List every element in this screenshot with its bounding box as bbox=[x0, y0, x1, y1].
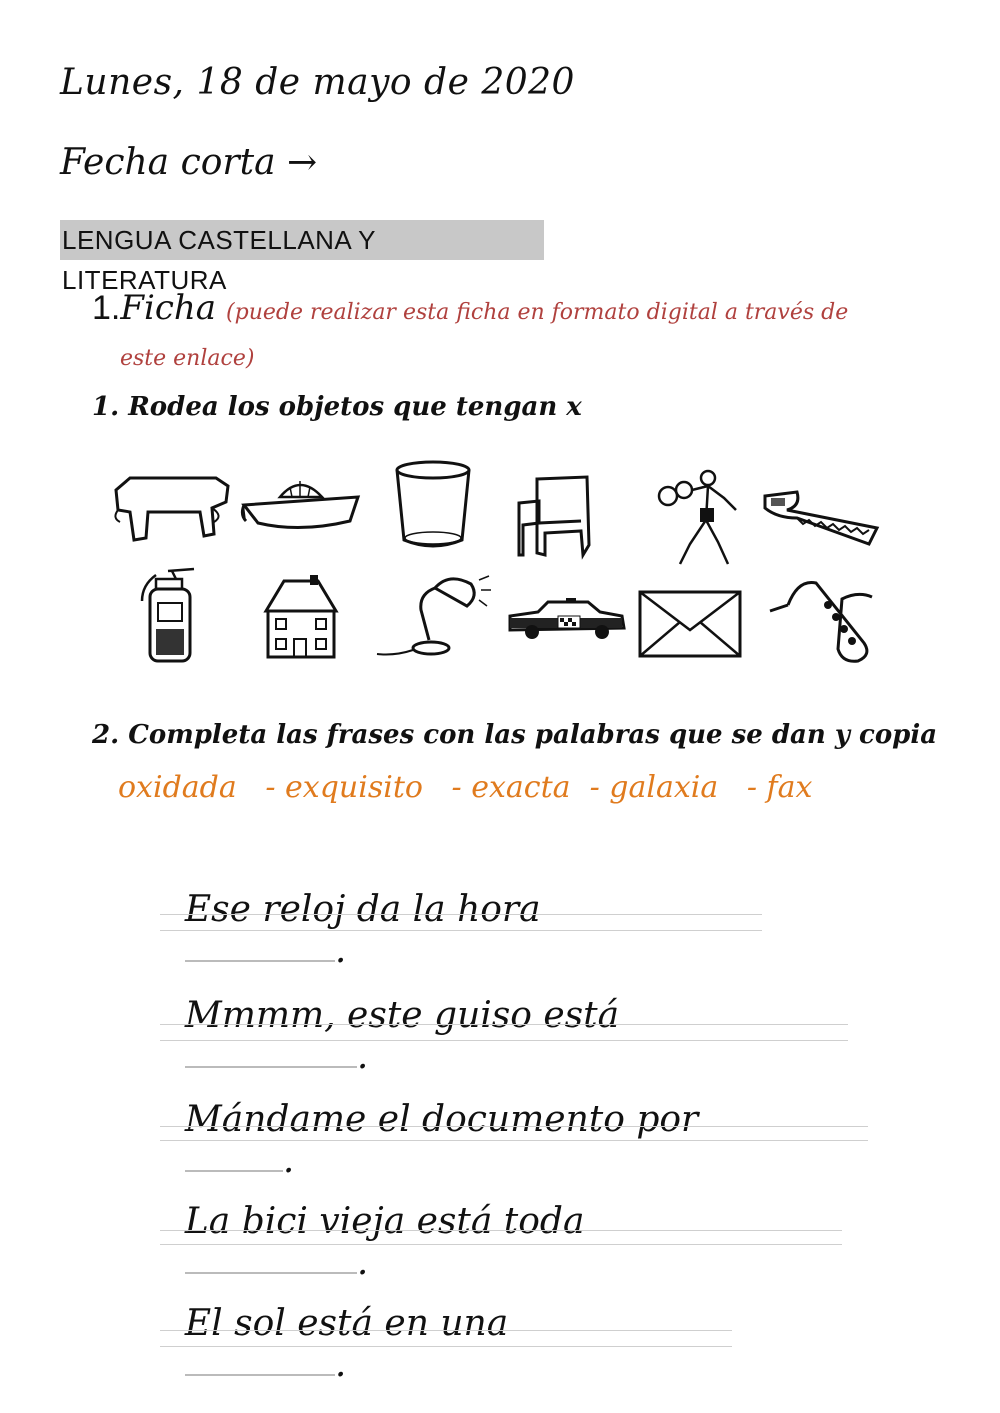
sentence-5-end: . bbox=[334, 1344, 347, 1385]
writing-line[interactable] bbox=[160, 1330, 732, 1331]
writing-line[interactable] bbox=[160, 1024, 848, 1025]
juicer-image[interactable] bbox=[240, 475, 362, 535]
writing-line[interactable] bbox=[160, 1040, 848, 1041]
sentence-2-text: Mmmm, este guiso está bbox=[184, 995, 620, 1036]
writing-line[interactable] bbox=[160, 930, 762, 931]
sentence-1 bbox=[162, 848, 541, 971]
writing-line[interactable] bbox=[160, 1230, 842, 1231]
envelope-image[interactable] bbox=[638, 590, 742, 658]
sentence-4-text: La bici vieja está toda bbox=[184, 1201, 585, 1242]
subject-banner: LENGUA CASTELLANA Y LITERATURA bbox=[60, 220, 544, 260]
writing-line[interactable] bbox=[160, 914, 762, 915]
sentence-5 bbox=[162, 1262, 508, 1385]
boxer-image[interactable] bbox=[650, 468, 745, 568]
sentence-3-text: Mándame el documento por bbox=[184, 1099, 699, 1140]
writing-line[interactable] bbox=[160, 1126, 868, 1127]
sentence-5-text: El sol está en una bbox=[184, 1303, 509, 1344]
exercise2-instruction: 2. Completa las frases con las palabras que se dan y copia bbox=[92, 720, 938, 750]
sentence-3-end: . bbox=[282, 1140, 295, 1181]
writing-line[interactable] bbox=[160, 1244, 842, 1245]
word-bank: oxidada - exquisito - exacta - galaxia - fax bbox=[118, 770, 813, 805]
table-image[interactable] bbox=[108, 472, 233, 547]
fire-extinguisher-image[interactable] bbox=[132, 565, 204, 665]
ficha-link-note-continued[interactable]: este enlace) bbox=[120, 346, 255, 371]
saw-image[interactable] bbox=[757, 488, 883, 550]
desk-lamp-image[interactable] bbox=[375, 570, 493, 662]
exercise1-instruction: 1. Rodea los objetos que tengan x bbox=[92, 392, 582, 422]
sentence-1-end: . bbox=[334, 930, 347, 971]
armchair-image[interactable] bbox=[515, 475, 597, 560]
date-heading: Lunes, 18 de mayo de 2020 bbox=[60, 62, 575, 103]
ficha-heading bbox=[92, 288, 932, 328]
taxi-image[interactable] bbox=[508, 598, 626, 640]
sentence-1-text: Ese reloj da la hora bbox=[184, 889, 541, 930]
writing-line[interactable] bbox=[160, 1346, 732, 1347]
glass-image[interactable] bbox=[394, 460, 472, 552]
sentence-5-blank[interactable] bbox=[185, 1374, 335, 1376]
ficha-number: 1. bbox=[92, 289, 121, 327]
house-image[interactable] bbox=[262, 575, 340, 660]
writing-line[interactable] bbox=[160, 1140, 868, 1141]
saxophone-image[interactable] bbox=[768, 575, 880, 667]
ficha-title: Ficha bbox=[120, 288, 217, 328]
ficha-link-note[interactable]: (puede realizar esta ficha en formato digital a través de bbox=[226, 300, 849, 325]
sentence-2-end: . bbox=[356, 1036, 369, 1077]
short-date-label: Fecha corta → bbox=[60, 142, 318, 183]
sentence-4-end: . bbox=[356, 1242, 369, 1283]
